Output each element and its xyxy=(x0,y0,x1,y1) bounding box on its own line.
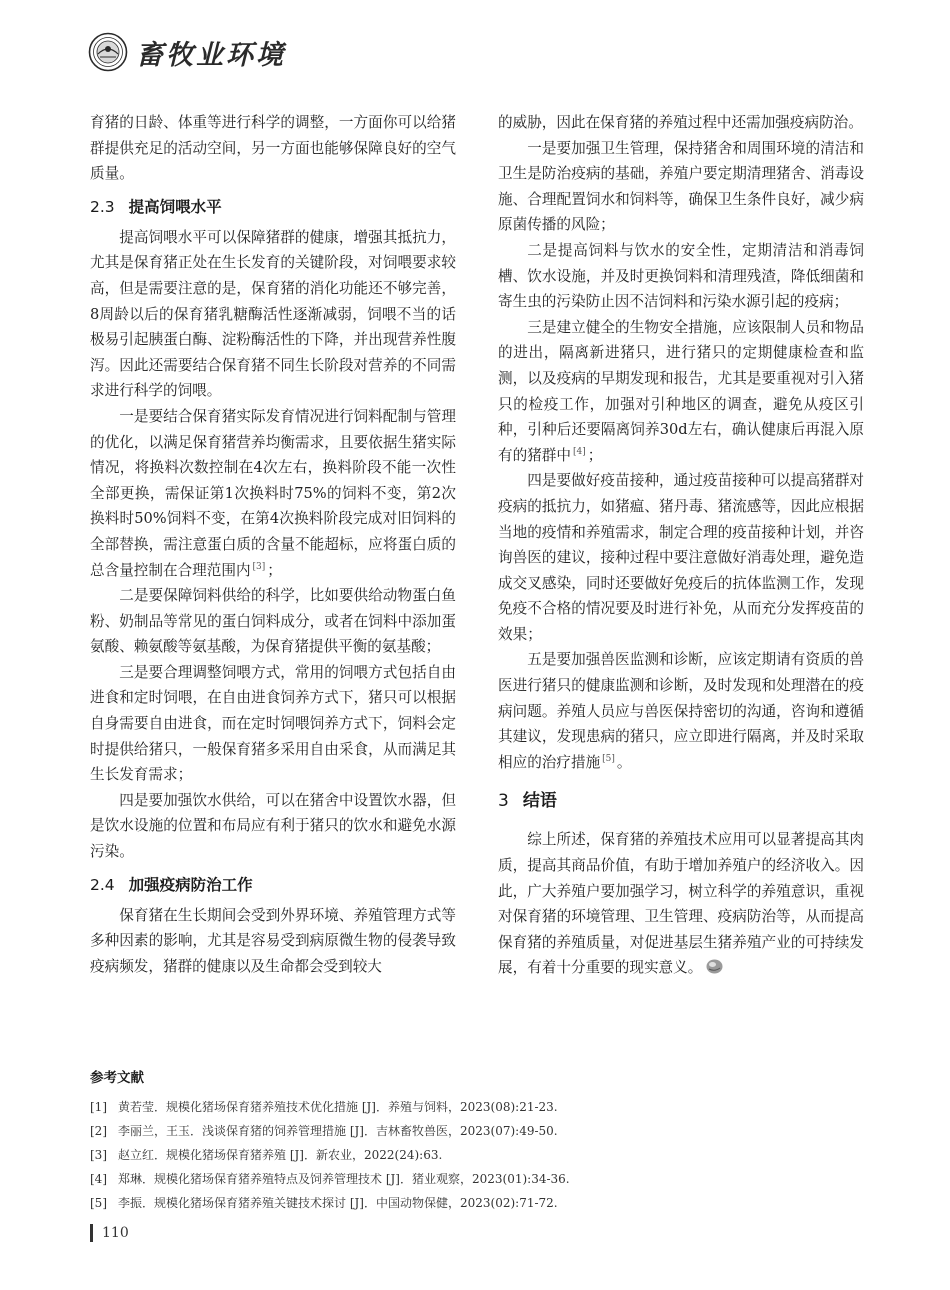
citation-marker: [3] xyxy=(252,561,266,572)
paragraph: 三是要合理调整饲喂方式，常用的饲喂方式包括自由进食和定时饲喂，在自由进食饲养方式下，猪只可以根据自身需要自由进食，而在定时饲喂饲养方式下，饲料会定时提供给猪只，一般保育猪多采用自由采食，从而满足其生长发育需求； xyxy=(90,663,456,784)
section-heading-2-3 xyxy=(90,196,456,218)
journal-seal-logo xyxy=(88,32,128,72)
paragraph: 二是要保障饲料供给的科学，比如要供给动物蛋白鱼粉、奶制品等常见的蛋白饲料成分，或者在饲料中添加蛋氨酸、赖氨酸等氨基酸，为保育猪提供平衡的氨基酸； xyxy=(90,587,456,656)
reference-item: [5] 李振．规模化猪场保育猪养殖关键技术探讨 [J]．中国动物保健，2023(02):71-72. xyxy=(90,1196,558,1210)
references-title: 参考文献 xyxy=(90,1070,144,1086)
paragraph: 一是要结合保育猪实际发育情况进行饲料配制与管理的优化，以满足保育猪营养均衡需求，且要依据生猪实际情况，将换料次数控制在4次左右，换料阶段不能一次性全部更换，需保证第1次换料时75%的饲料不变，第2次换料时50%饲料不变，在第4次换料阶段完成对旧饲料的全部替换，需注意蛋白质的含量不能超标，应将蛋白质的总含量控制在合理范围内 [3] ； xyxy=(90,407,456,579)
paragraph: 五是要加强兽医监测和诊断，应该定期请有资质的兽医进行猪只的健康监测和诊断，及时发现和处理潜在的疫病问题。养殖人员应与兽医保持密切的沟通，咨询和遵循其建议，发现患病的猪只，应立即进行隔离，并及时采取相应的治疗措施 [5] 。 xyxy=(498,651,864,771)
section-number: 3 xyxy=(498,791,509,812)
right-column xyxy=(498,110,864,981)
section-number: 2.3 xyxy=(90,197,115,216)
reference-item: [1] 黄若莹．规模化猪场保育猪养殖技术优化措施 [J]．养殖与饲料，2023(08):21-23. xyxy=(90,1100,558,1114)
footer-bar xyxy=(90,1224,93,1242)
section-title: 结语 xyxy=(522,791,557,812)
journal-title: 畜牧业环境 xyxy=(136,39,286,71)
paragraph: 提高饲喂水平可以保障猪群的健康，增强其抵抗力，尤其是保育猪正处在生长发育的关键阶段，对饲喂要求较高，但是需要注意的是，保育猪的消化功能还不够完善，8周龄以后的保育猪乳糖酶活性逐渐减弱，饲喂不当的话极易引起胰蛋白酶、淀粉酶活性的下降，并出现营养性腹泻。因此还需要结合保育猪不同生长阶段对营养的不同需求进行科学的饲喂。 xyxy=(90,228,456,400)
citation-marker: [4] xyxy=(572,446,586,457)
paragraph: 的威胁，因此在保育猪的养殖过程中还需加强疫病防治。 xyxy=(498,114,863,131)
page-footer xyxy=(90,1224,129,1242)
paragraph: 保育猪在生长期间会受到外界环境、养殖管理方式等多种因素的影响，尤其是容易受到病原微生物的侵袭导致疫病频发，猪群的健康以及生命都会受到较大 xyxy=(90,906,456,975)
article-end-icon xyxy=(706,959,723,974)
reference-item: [3] 赵立红．规模化猪场保育猪养殖 [J]．新农业，2022(24):63. xyxy=(90,1148,443,1162)
paragraph: 二是提高饲料与饮水的安全性，定期清洁和消毒饲槽、饮水设施，并及时更换饲料和清理残渣，降低细菌和寄生虫的污染防止因不洁饲料和污染水源引起的疫病； xyxy=(498,241,864,311)
paragraph: 三是建立健全的生物安全措施，应该限制人员和物品的进出，隔离新进猪只，进行猪只的定期健康检查和监测，以及疫病的早期发现和报告，尤其是要重视对引入猪只的检疫工作，加强对引种地区的调查，避免从疫区引种，引种后还要隔离饲养30d左右，确认健康后再混入原有的猪群中 [4] ； xyxy=(498,318,864,464)
paragraph: 育猪的日龄、体重等进行科学的调整，一方面你可以给猪群提供充足的活动空间，另一方面也能够保障良好的空气质量。 xyxy=(90,114,456,183)
page-header xyxy=(88,30,286,74)
page-number: 110 xyxy=(102,1225,129,1241)
section-heading-3 xyxy=(498,789,864,813)
reference-item: [2] 李丽兰，王玉．浅谈保育猪的饲养管理措施 [J]．吉林畜牧兽医，2023(07):49-50. xyxy=(90,1124,558,1138)
references-section xyxy=(90,1066,870,1215)
reference-item: [4] 郑琳．规模化猪场保育猪养殖特点及饲养管理技术 [J]．猪业观察，2023(01):34-36. xyxy=(90,1172,570,1186)
left-column xyxy=(90,110,456,979)
section-title: 提高饲喂水平 xyxy=(128,197,222,216)
citation-marker: [5] xyxy=(602,753,615,764)
section-heading-2-4 xyxy=(90,874,456,896)
paragraph: 四是要加强饮水供给，可以在猪舍中设置饮水器，但是饮水设施的位置和布局应有利于猪只的饮水和避免水源污染。 xyxy=(90,791,456,861)
paragraph: 综上所述，保育猪的养殖技术应用可以显著提高其肉质，提高其商品价值，有助于增加养殖户的经济收入。因此，广大养殖户要加强学习，树立科学的养殖意识，重视对保育猪的环境管理、卫生管理、疫病防治等，从而提高保育猪的养殖质量，对促进基层生猪养殖产业的可持续发展，有着十分重要的现实意义。 xyxy=(498,831,864,977)
section-number: 2.4 xyxy=(90,875,115,894)
paragraph: 四是要做好疫苗接种，通过疫苗接种可以提高猪群对疫病的抵抗力，如猪瘟、猪丹毒、猪流感等，因此应根据当地的疫情和养殖需求，制定合理的疫苗接种计划，并咨询兽医的建议，接种过程中要注意做好消毒处理，避免造成交叉感染，同时还要做好免疫后的抗体监测工作，发现免疫不合格的情况要及时进行补免，从而充分发挥疫苗的效果； xyxy=(498,472,864,643)
paragraph: 一是要加强卫生管理，保持猪舍和周围环境的清洁和卫生是防治疫病的基础，养殖户要定期清理猪舍、消毒设施、合理配置饲水和饲料等，确保卫生条件良好，减少病原菌传播的风险； xyxy=(498,139,864,234)
section-title: 加强疫病防治工作 xyxy=(128,875,253,894)
